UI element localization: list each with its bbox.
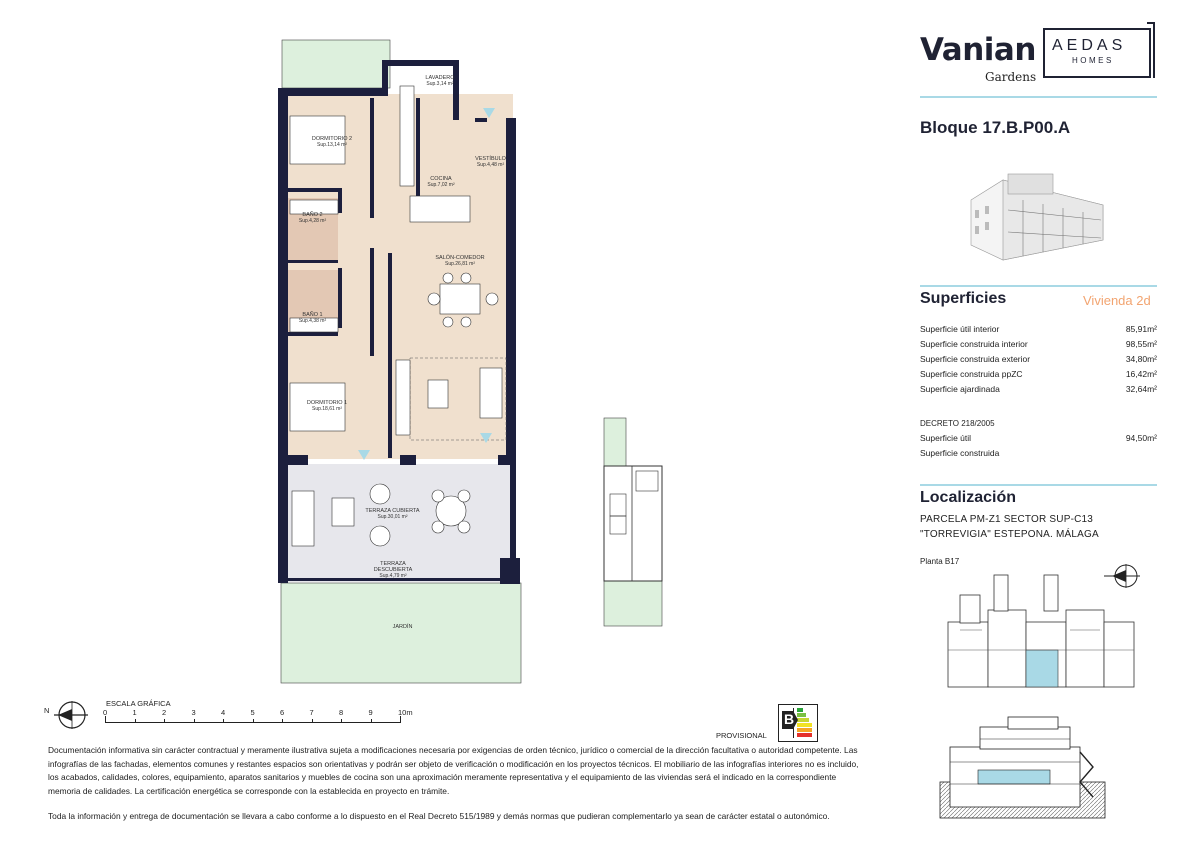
- room-lavadero: [415, 75, 465, 87]
- row-label: Superficie construida ppZC: [920, 369, 1023, 379]
- scale-tick-label: 5: [250, 708, 255, 717]
- scale-tick-label: 6: [280, 708, 285, 717]
- room-area: Sup.13,14 m²: [316, 142, 348, 148]
- room-name: SALÓN-COMEDOR: [435, 255, 485, 261]
- room-area: Sup.30,01 m²: [377, 514, 408, 520]
- scale-tick: [400, 716, 401, 723]
- scale-title: ESCALA GRÁFICA: [106, 699, 171, 708]
- surface-row: [920, 354, 1157, 364]
- room-name: DORMITORIO 1: [306, 400, 348, 406]
- room-area: Sup.4,38 m²: [298, 318, 327, 324]
- row-value: 34,80m²: [1125, 354, 1157, 364]
- divider: [920, 96, 1157, 98]
- decreto-row: [920, 448, 1157, 458]
- brand-name: Vanian: [920, 32, 1036, 68]
- room-name: DORMITORIO 2: [311, 136, 353, 142]
- room-dormitorio-2: [292, 136, 372, 148]
- scale-tick: [371, 719, 372, 723]
- scale-tick-label: 8: [339, 708, 344, 717]
- localizacion-title: Localización: [920, 489, 1017, 506]
- scale-tick: [194, 719, 195, 723]
- partner-logo-top: AEDAS: [1052, 37, 1127, 54]
- room-area: Sup.4,28 m²: [298, 218, 327, 224]
- vivienda-type: Vivienda 2d: [1083, 293, 1151, 308]
- key-plan-mini: [598, 416, 668, 628]
- row-value: 32,64m²: [1125, 384, 1157, 394]
- room-name: BAÑO 1: [302, 312, 323, 318]
- scale-tick: [253, 719, 254, 723]
- surface-row: [920, 384, 1157, 394]
- brand-sub: Gardens: [985, 70, 1037, 84]
- building-section: [938, 712, 1108, 822]
- disclaimer-main: Documentación informativa sin carácter contractual y meramente ilustrativa sujeta a modificaciones necesaria por exigencias de orden técnico, jurídico o comercial de la dirección facultativa o autoridad competente. Las infografías de las fachadas, elementos comunes y restantes espacios son orientativas y podrán ser objeto de verificación o modificación en los proyectos técnicos. El mobiliario de las infografías interiores no es incluido, los acabados, calidades, colores, equipamiento, aparatos sanitarios y muebles de cocina son una aproximación meramente representativa y el equipamiento de las viviendas será el indicado en la correspondiente memoria de calidades. La certificación energética se corresponde con la establecida en proyecto en trámite.: [48, 745, 859, 796]
- room-dormitorio-1: [292, 400, 362, 412]
- room-salon-comedor: [425, 255, 495, 267]
- room-terraza-descubierta: [368, 561, 418, 579]
- scale-tick-label: 4: [221, 708, 226, 717]
- surface-row: [920, 369, 1157, 379]
- room-name: LAVADERO: [425, 75, 455, 81]
- north-label: N: [44, 706, 50, 715]
- scale-tick-label: 7: [309, 708, 314, 717]
- scale-tick-label: 1: [132, 708, 137, 717]
- location-line-1: PARCELA PM-Z1 SECTOR SUP-C13: [920, 514, 1094, 525]
- scale-tick: [312, 719, 313, 723]
- row-value: 98,55m²: [1125, 339, 1157, 349]
- room-area: Sup.7,02 m²: [427, 182, 455, 188]
- row-label: Superficie ajardinada: [920, 384, 1000, 394]
- scale-tick: [341, 719, 342, 723]
- row-value: 16,42m²: [1125, 369, 1157, 379]
- scale-tick-label: 9: [368, 708, 373, 717]
- superficies-title: Superficies: [920, 290, 1007, 307]
- row-label: Superficie construida interior: [920, 339, 1028, 349]
- room-cocina: [416, 176, 466, 188]
- scale-bar: [103, 708, 413, 726]
- row-label: Superficie útil: [920, 433, 972, 443]
- row-value: 94,50m²: [1125, 433, 1157, 443]
- room-name: TERRAZA CUBIERTA: [365, 508, 420, 514]
- north-arrow-icon: [44, 697, 92, 733]
- surface-row: [920, 324, 1157, 334]
- row-label: Superficie útil interior: [920, 324, 1000, 334]
- provisional-label: PROVISIONAL: [716, 731, 767, 740]
- room-area: Sup.4,79 m²: [379, 573, 407, 579]
- planta-label: Planta B17: [920, 557, 960, 566]
- decreto-label: DECRETO 218/2005: [920, 419, 995, 428]
- block-title: Bloque 17.B.P00.A: [920, 118, 1071, 137]
- disclaimer-legal: Toda la información y entrega de documentación se llevara a cabo conforme a lo dispuesto en el Real Decreto 515/1989 y demás normas que pudieran complementarlo ya sean de carácter estatal o autonómico.: [48, 811, 830, 821]
- scale-tick: [105, 716, 106, 723]
- building-render: [963, 160, 1108, 270]
- room-name: COCINA: [430, 176, 452, 182]
- scale-tick-label: 3: [191, 708, 196, 717]
- room-jardin: [380, 624, 425, 630]
- room-name: TERRAZA DESCUBIERTA: [373, 561, 413, 573]
- room-area: Sup.26,81 m²: [444, 261, 476, 267]
- room-vestibulo: [468, 156, 513, 168]
- row-label: Superficie construida: [920, 448, 1000, 458]
- room-name: VESTÍBULO: [475, 156, 506, 162]
- room-name: JARDÍN: [392, 624, 413, 630]
- divider: [920, 484, 1157, 486]
- energy-grade: B: [784, 711, 795, 727]
- room-terraza-cubierta: [360, 508, 425, 520]
- decreto-row: [920, 433, 1157, 443]
- scale-tick-label: 2: [162, 708, 167, 717]
- scale-tick-label: 0: [103, 708, 108, 717]
- room-name: BAÑO 2: [302, 212, 323, 218]
- surface-row: [920, 339, 1157, 349]
- scale-tick: [135, 719, 136, 723]
- divider: [920, 285, 1157, 287]
- partner-logo-corner: [1147, 22, 1155, 78]
- north-arrow-icon: [1096, 560, 1142, 594]
- partner-logo-bottom: HOMES: [1072, 56, 1114, 65]
- room-bano-2: [290, 212, 335, 224]
- row-value: 85,91m²: [1125, 324, 1157, 334]
- location-line-2: "TORREVIGIA" ESTEPONA. MÁLAGA: [920, 529, 1099, 540]
- room-area: Sup.18,61 m²: [311, 406, 343, 412]
- scale-tick: [223, 719, 224, 723]
- room-area: Sup.3,14 m²: [426, 81, 454, 87]
- scale-tick: [282, 719, 283, 723]
- scale-tick: [164, 719, 165, 723]
- row-label: Superficie construida exterior: [920, 354, 1031, 364]
- room-bano-1: [290, 312, 335, 324]
- room-area: Sup.4,48 m²: [476, 162, 505, 168]
- energy-rating-badge: [778, 704, 818, 742]
- scale-tick-label: 10m: [398, 708, 413, 717]
